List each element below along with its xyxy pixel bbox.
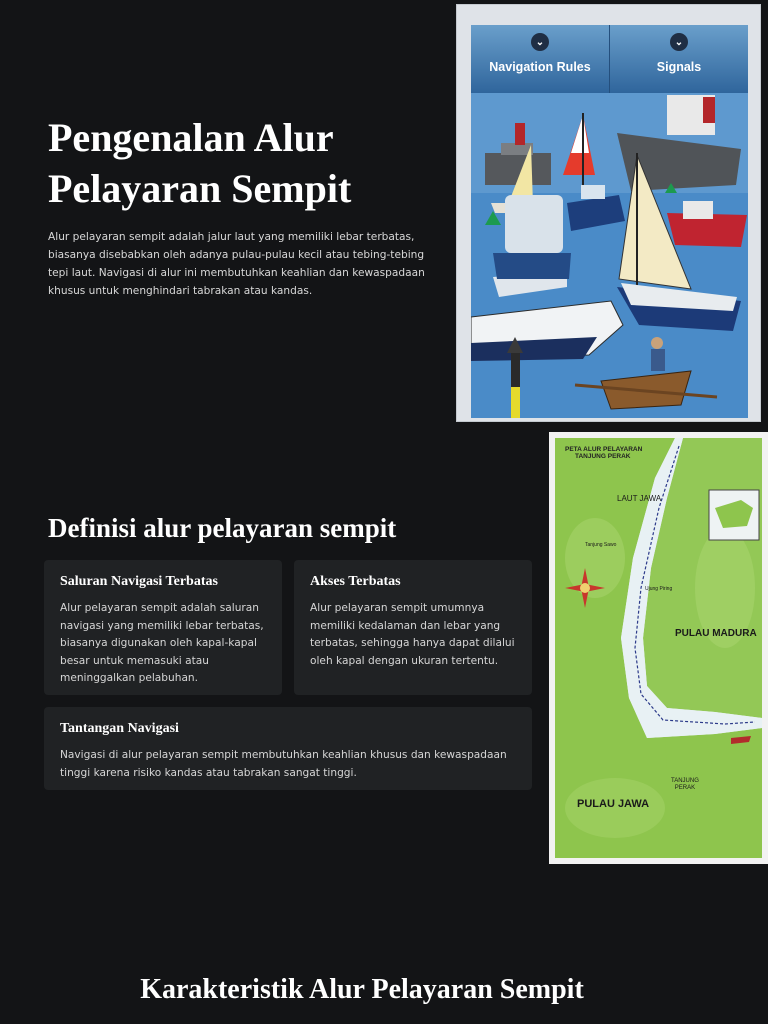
label-pulau-jawa: PULAU JAWA [577,798,650,810]
map-title: PETA ALUR PELAYARAN TANJUNG PERAK [565,446,643,460]
tab-navigation-rules[interactable] [471,25,610,93]
shipping-lane-map [549,432,768,864]
map-image [555,438,762,858]
page-title: Pengenalan Alur Pelayaran Sempit [48,115,352,211]
card-title: Akses Terbatas [310,574,401,589]
label-tanjung-perak: TANJUNG PERAK [671,778,699,791]
card-limited-channel [44,560,282,695]
illustration-scene [471,25,748,418]
section-title-definition: Definisi alur pelayaran sempit [48,513,397,543]
label-tanjung-sawo: Tanjung Sawo [585,542,617,548]
chevron-down-icon: ⌄ [531,33,549,51]
label-ujung-piring: Ujung Piring [645,586,673,592]
illustration-tab-bar [471,25,748,93]
card-text: Alur pelayaran sempit adalah saluran navigasi yang memiliki lebar terbatas, biasanya digunakan oleh kapal-kapal besar untuk memasuki atau meninggalkan pelabuhan. [60,602,264,685]
card-navigation-challenge [44,707,532,790]
label-pulau-madura: PULAU MADURA [675,628,757,639]
card-limited-access [294,560,532,695]
card-title: Tantangan Navigasi [60,721,179,736]
tab-label: Navigation Rules [489,60,591,74]
card-title: Saluran Navigasi Terbatas [60,574,218,589]
tab-label: Signals [656,60,702,74]
label-laut-jawa: LAUT JAWA [617,494,662,503]
tab-signals[interactable] [610,25,748,93]
intro-paragraph: Alur pelayaran sempit adalah jalur laut yang memiliki lebar terbatas, biasanya disebabkan oleh adanya pulau-pulau kecil atau tebing-tebing tepi laut. Navigasi di alur ini membutuhkan keahlian dan kewaspadaan khusus untuk menghindari tabrakan atau kandas. [48,231,425,297]
chevron-down-icon: ⌄ [670,33,688,51]
navigation-rules-illustration [456,4,761,422]
section-title-characteristics: Karakteristik Alur Pelayaran Sempit [140,974,584,1005]
card-text: Alur pelayaran sempit umumnya memiliki kedalaman dan lebar yang terbatas, sehingga hanya dapat dilalui oleh kapal dengan ukuran tertentu. [310,602,515,667]
card-text: Navigasi di alur pelayaran sempit membutuhkan keahlian khusus dan kewaspadaan tinggi karena risiko kandas atau tabrakan sangat tinggi. [60,749,507,779]
